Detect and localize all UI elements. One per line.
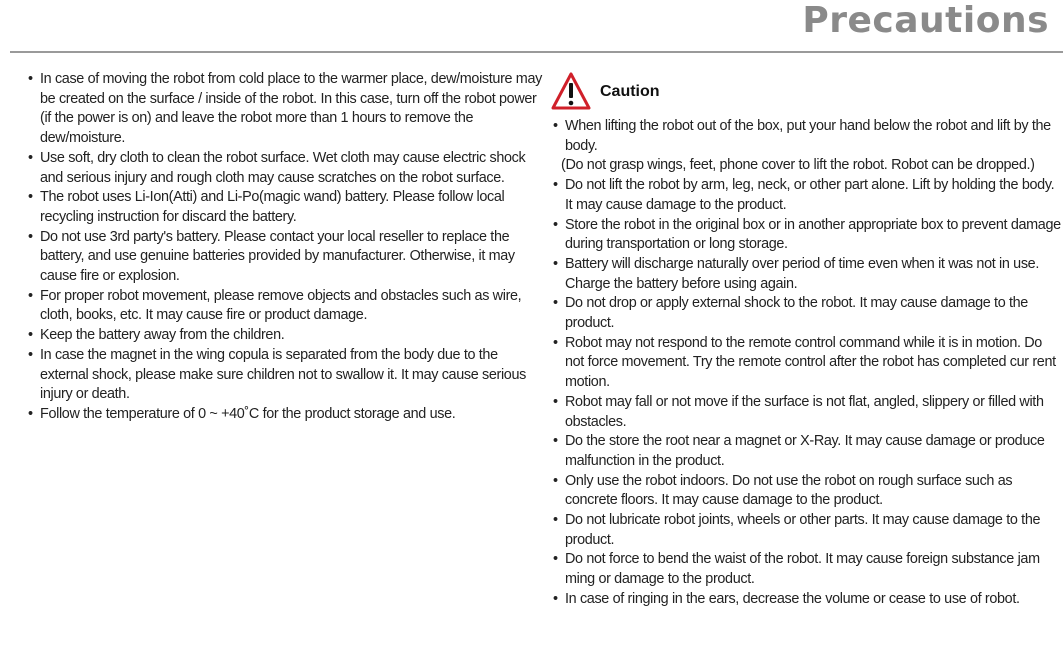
list-item: • The robot uses Li-Ion(Atti) and Li-Po(magic wand) battery. Please follow local recycling instruction for discard the battery. xyxy=(28,188,543,227)
list-item: • In case the magnet in the wing copula is separated from the body due to the external shock, please make sure children not to swallow it. It may cause serious injury or death. xyxy=(28,346,543,405)
list-item: • For proper robot movement, please remove objects and obstacles such as wire, cloth, books, etc. It may cause fire or product damage. xyxy=(28,287,543,326)
list-item: • In case of moving the robot from cold place to the warmer place, dew/moisture may be created on the surface / inside of the robot. In this case, turn off the robot power (if the power is on) and leave the robot more than 1 hours to remove the dew/moisture. xyxy=(28,70,543,149)
list-item: • Do not force to bend the waist of the robot. It may cause foreign substance jam ming or damage to the product. xyxy=(553,550,1063,589)
list-item: • Do not drop or apply external shock to the robot. It may cause damage to the product. xyxy=(553,294,1063,333)
caution-list xyxy=(553,117,1063,610)
list-item: • Do not use 3rd party's battery. Please contact your local reseller to replace the battery, and use genuine batteries provided by manufacturer. Otherwise, it may cause fire or explosion. xyxy=(28,228,543,287)
list-item: • Only use the robot indoors. Do not use the robot on rough surface such as concrete floors. It may cause damage to the product. xyxy=(553,472,1063,511)
list-item: • Robot may not respond to the remote control command while it is in motion. Do not force movement. Try the remote control after the robot has completed cur rent motion. xyxy=(553,334,1063,393)
list-item: • Do not lubricate robot joints, wheels or other parts. It may cause damage to the product. xyxy=(553,511,1063,550)
list-item: • When lifting the robot out of the box, put your hand below the robot and lift by the body. xyxy=(553,117,1063,156)
page-title: Precautions xyxy=(802,0,1049,41)
list-item: • Use soft, dry cloth to clean the robot surface. Wet cloth may cause electric shock and serious injury and rough cloth may cause scratches on the robot surface. xyxy=(28,149,543,188)
list-item: • Battery will discharge naturally over period of time even when it was not in use. Charge the battery before using again. xyxy=(553,255,1063,294)
list-item: • Do not lift the robot by arm, leg, neck, or other part alone. Lift by holding the body. It may cause damage to the product. xyxy=(553,176,1063,215)
list-item: • Keep the battery away from the children. xyxy=(28,326,543,346)
list-item-note: (Do not grasp wings, feet, phone cover to lift the robot. Robot can be dropped.) xyxy=(561,157,1035,174)
list-item: • Store the robot in the original box or in another appropriate box to prevent damage during transportation or long storage. xyxy=(553,216,1063,255)
list-item: • Robot may fall or not move if the surface is not flat, angled, slippery or filled with obstacles. xyxy=(553,393,1063,432)
list-item: • Do the store the root near a magnet or X-Ray. It may cause damage or produce malfunction in the product. xyxy=(553,432,1063,471)
warning-triangle-icon xyxy=(551,72,591,110)
precautions-left-column xyxy=(28,70,543,425)
caution-header xyxy=(551,70,1063,112)
caution-section xyxy=(553,70,1063,610)
list-item: • Follow the temperature of 0 ~ +40˚C for the product storage and use. xyxy=(28,405,543,425)
header-divider xyxy=(10,51,1063,53)
caution-label: Caution xyxy=(600,83,660,100)
precautions-list xyxy=(28,70,543,425)
list-item: • In case of ringing in the ears, decrease the volume or cease to use of robot. xyxy=(553,590,1063,610)
